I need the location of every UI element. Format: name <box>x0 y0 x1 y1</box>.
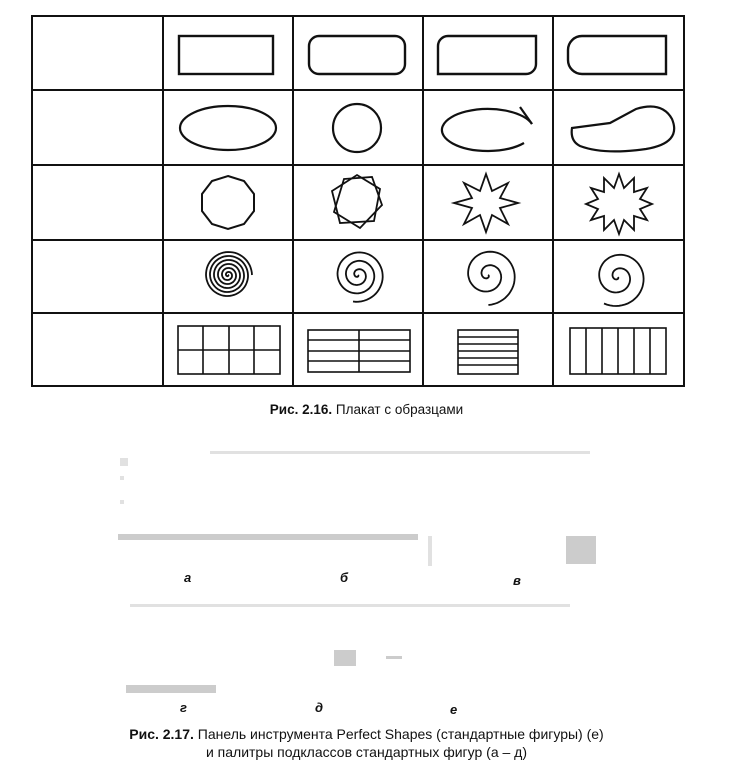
rounded-rectangle-shape <box>294 17 422 89</box>
spiral-loose-shape <box>424 241 552 312</box>
faded-toolbar-fragment <box>126 685 216 693</box>
overlapping-squares-star-shape <box>294 166 422 239</box>
faded-toolbar-fragment <box>120 458 128 466</box>
star-8-point-shape <box>424 166 552 239</box>
spiral-loose-2-shape <box>554 241 684 312</box>
grid-2x4-shape <box>294 314 422 385</box>
spiral-medium-shape <box>294 241 422 312</box>
grid-horizontal-lines-shape <box>424 314 552 385</box>
faded-toolbar-fragment <box>428 536 432 566</box>
tab-rectangle-shape <box>554 17 684 89</box>
open-ellipse-arc-shape <box>424 91 552 164</box>
faded-toolbar-fragment <box>386 656 402 659</box>
sample-poster-grid <box>31 15 685 387</box>
caption-line-1: Панель инструмента Perfect Shapes (стандартные фигуры) (е) <box>197 726 604 742</box>
caption-label: Рис. 2.16. <box>269 402 333 417</box>
faded-toolbar-fragment <box>120 476 124 480</box>
rectangle-shape <box>164 17 292 89</box>
faded-toolbar-fragment <box>210 451 590 454</box>
spiral-tight-shape <box>164 241 292 312</box>
rounded-corner-rectangle-shape <box>424 17 552 89</box>
circle-shape <box>294 91 422 164</box>
caption-text: Плакат с образцами <box>335 402 464 417</box>
sublabel-g: г <box>180 700 187 715</box>
caption-label: Рис. 2.17. <box>129 726 194 742</box>
faded-toolbar-fragment <box>334 650 356 666</box>
sublabel-e: е <box>450 702 458 717</box>
decagon-shape <box>164 166 292 239</box>
caption-line-2: и палитры подклассов стандартных фигур (а – д) <box>205 744 528 760</box>
sublabel-d: д <box>315 700 324 715</box>
cut-ellipse-shape <box>554 91 684 164</box>
faded-toolbar-fragment <box>120 500 124 504</box>
faded-toolbar-fragment <box>130 604 570 607</box>
sublabel-v: в <box>513 573 521 588</box>
figure-caption <box>0 725 733 761</box>
sublabel-b: б <box>340 570 349 585</box>
faded-toolbar-fragment <box>118 534 418 540</box>
grid-4x2-shape <box>164 314 292 385</box>
figure-caption <box>0 402 733 417</box>
star-12-point-shape <box>554 166 684 239</box>
sublabel-a: а <box>184 570 192 585</box>
grid-vertical-lines-shape <box>554 314 684 385</box>
ellipse-shape <box>164 91 292 164</box>
faded-toolbar-fragment <box>566 536 596 564</box>
